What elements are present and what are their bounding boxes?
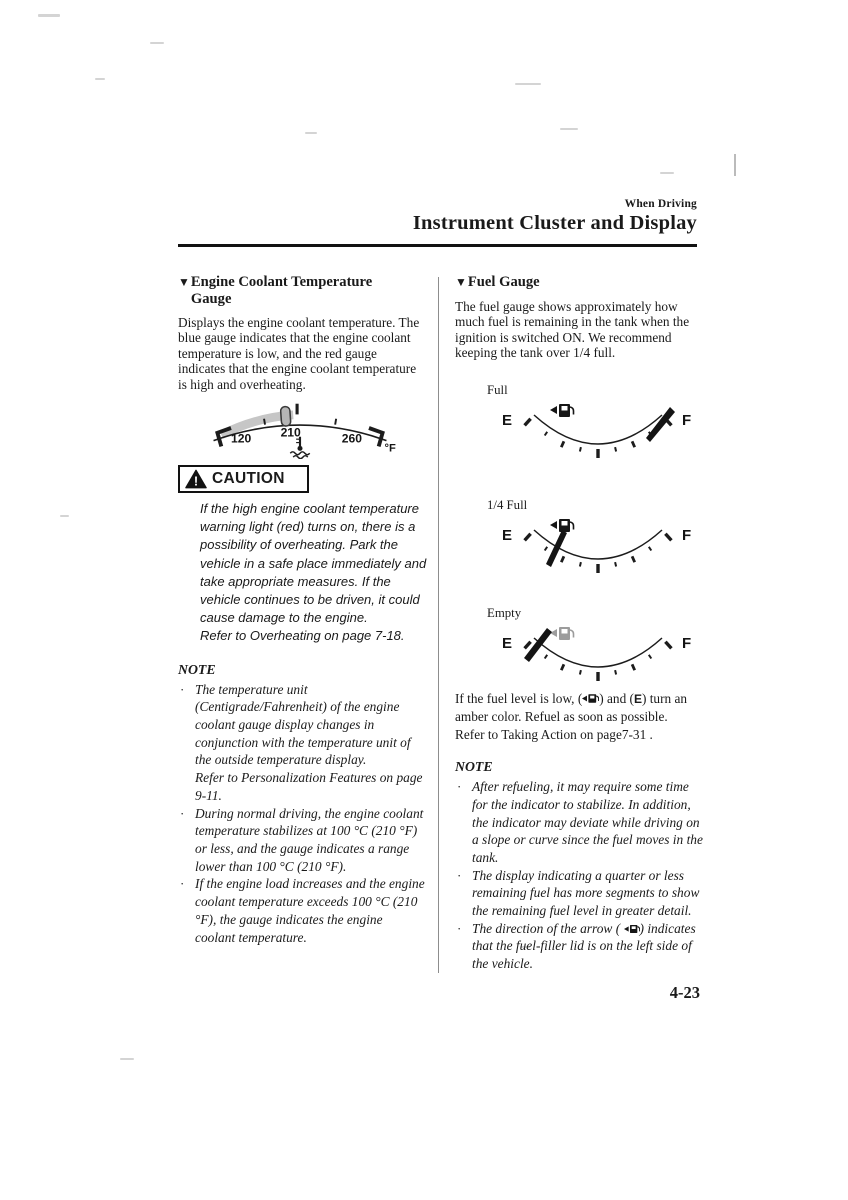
page-number: 4-23: [669, 983, 700, 1002]
page-title: Instrument Cluster and Display: [412, 212, 697, 234]
empty-letter: E: [502, 526, 513, 544]
fuel-gauge-label-full: Full: [487, 382, 508, 397]
fuel-gauge-figure-empty: [497, 624, 699, 688]
note-item: [455, 778, 705, 867]
fuel-low-text: ) turn an amber color. Refuel as soon as possible.: [455, 690, 688, 725]
section-heading-fuel: [455, 274, 705, 291]
note-text: [195, 681, 426, 805]
scan-artifact: [60, 515, 69, 517]
scan-artifact: [515, 83, 541, 85]
note-text: The display indicating a quarter or less remaining fuel has more segments to show the remaining fuel level in greater detail.: [472, 867, 700, 919]
fuel-gauge-label-quarter: 1/4 Full: [487, 497, 528, 512]
scan-artifact: [560, 128, 578, 130]
fuel-needle: [546, 530, 567, 567]
fuel-tick: [525, 418, 531, 425]
fuel-pump-icon: [624, 924, 640, 934]
column-divider: [438, 277, 439, 973]
full-letter: F: [682, 526, 692, 544]
bullet-icon: ·: [457, 920, 462, 936]
left-arrow-icon: [550, 521, 557, 529]
fuel-gauge-figure-quarter: [497, 516, 699, 580]
fuel-low-refer: Refer to Taking Action on page7-31 .: [455, 726, 653, 742]
fuel-tick: [665, 641, 671, 648]
scan-artifact: [95, 78, 105, 80]
scan-artifact-line: [734, 154, 736, 176]
section-heading-coolant: [178, 274, 426, 307]
fuel-note-list: [455, 778, 705, 973]
fuel-tick: [545, 546, 548, 550]
bullet-icon: ·: [457, 867, 462, 883]
fuel-tick: [561, 664, 564, 670]
gauge-label-120: 120: [231, 431, 252, 446]
left-arrow-icon: [550, 406, 557, 414]
gauge-tick: [335, 419, 336, 425]
note-text-refer: Refer to Personalization Features on page 9-11.: [195, 770, 423, 803]
caution-text: [200, 500, 432, 646]
fuel-gauge-figure-full: [497, 401, 699, 465]
note-item: [178, 805, 426, 876]
fuel-tick: [632, 556, 635, 562]
scan-artifact: [305, 132, 317, 134]
caution-box: [178, 465, 309, 493]
fuel-tick: [525, 641, 531, 648]
fuel-tick: [545, 431, 548, 435]
bullet-icon: ·: [180, 876, 185, 892]
coolant-temperature-icon: [290, 437, 309, 459]
fuel-low-paragraph: [455, 690, 705, 744]
note-text-pre: The direction of the arrow (: [472, 920, 624, 936]
fuel-arc: [534, 638, 662, 667]
fuel-tick: [525, 533, 531, 540]
svg-text:!: !: [193, 473, 199, 489]
header-rule: [178, 244, 697, 247]
fuel-arc: [534, 415, 662, 444]
coolant-temperature-gauge-figure: [198, 397, 402, 459]
scan-artifact: [660, 172, 674, 174]
coolant-intro-paragraph: Displays the engine coolant temperature. The blue gauge indicates that the engine coolant temperature is low, and the red gauge indicates that the engine coolant temperature is high and overheating.: [178, 315, 420, 392]
section-marker-icon: ▼: [455, 275, 467, 289]
header-section-label: When Driving: [624, 198, 697, 210]
note-text: [472, 920, 705, 973]
fuel-low-text: If the fuel level is low, (: [455, 690, 583, 706]
note-item: [178, 875, 426, 946]
section-marker-icon: ▼: [178, 275, 190, 289]
section-heading-text: Engine Coolant Temperature Gauge: [190, 274, 373, 307]
scan-artifact: [38, 14, 60, 17]
fuel-tick: [580, 447, 581, 451]
coolant-note-list: [178, 681, 426, 947]
caution-label: CAUTION: [212, 470, 285, 488]
empty-letter-inline: E: [633, 691, 642, 706]
empty-letter: E: [502, 634, 513, 652]
fuel-tick: [632, 664, 635, 670]
fuel-tick: [649, 654, 652, 658]
note-item: [455, 867, 705, 920]
fuel-tick: [561, 441, 564, 447]
bullet-icon: ·: [180, 681, 185, 697]
scan-artifact: [120, 1058, 134, 1060]
fuel-tick: [580, 670, 581, 674]
fuel-gauge-label-empty: Empty: [487, 605, 522, 620]
fuel-tick: [580, 562, 581, 566]
bullet-icon: ·: [457, 779, 462, 795]
fuel-pump-icon: [550, 627, 574, 640]
fuel-tick: [649, 546, 652, 550]
warning-triangle-icon: [185, 469, 207, 489]
note-text-main: The temperature unit (Centigrade/Fahrenheit) of the engine coolant gauge display changes in conjunction with the temperature unit of the outside temperature display.: [195, 681, 411, 768]
note-text: After refueling, it may require some time for the indicator to stabilize. In addition, the indicator may deviate while driving on a slope or curve since the fuel moves in the tank.: [472, 779, 703, 865]
fuel-pump-icon: [582, 693, 599, 704]
note-label: NOTE: [455, 759, 493, 775]
section-heading-text: Fuel Gauge: [467, 274, 540, 290]
note-text: During normal driving, the engine coolant temperature stabilizes at 100 °C (210 °F) or less, and the gauge indicates a range lower than 100 °C (210 °F).: [195, 805, 424, 874]
full-letter: F: [682, 634, 692, 652]
fuel-tick: [615, 447, 616, 451]
fuel-tick: [545, 654, 548, 658]
gauge-tick: [264, 419, 265, 425]
fuel-pump-icon: [550, 404, 574, 417]
note-label: NOTE: [178, 661, 216, 677]
caution-refer: Refer to Overheating on page 7-18.: [200, 628, 405, 644]
page-header: [178, 198, 697, 235]
note-text: If the engine load increases and the engine coolant temperature exceeds 100 °C (210 °F), the gauge indicates the engine coolant temperature.: [195, 876, 425, 945]
gauge-label-260: 260: [341, 431, 363, 446]
fuel-tick: [561, 556, 564, 562]
fuel-tick: [632, 441, 635, 447]
fuel-tick: [665, 533, 671, 540]
gauge-label-210: 210: [280, 425, 301, 440]
left-column: [178, 274, 426, 946]
fuel-low-text: ) and (: [599, 690, 634, 706]
note-item: [178, 681, 426, 805]
right-column: [455, 274, 705, 973]
scan-artifact: [150, 42, 164, 44]
note-text-post: ) indicates that the fuel-filler lid is on the left side of the vehicle.: [472, 920, 696, 972]
fuel-intro-paragraph: The fuel gauge shows approximately how much fuel is remaining in the tank when the ignition is switched ON. We recommend keeping the tank over 1/4 full.: [455, 299, 690, 361]
full-letter: F: [682, 411, 692, 429]
note-item: [455, 920, 705, 973]
fuel-pump-icon: [550, 519, 574, 532]
gauge-needle: [280, 406, 291, 426]
gauge-unit-label: °F: [384, 442, 396, 455]
fuel-tick: [615, 562, 616, 566]
caution-body: If the high engine coolant temperature warning light (red) turns on, there is a possibility of overheating. Park the vehicle in a safe place immediately and take appropriate measures. If the vehicle continues to be driven, it could cause damage to the engine.: [200, 501, 427, 626]
empty-letter: E: [502, 411, 513, 429]
bullet-icon: ·: [180, 805, 185, 821]
fuel-tick: [615, 670, 616, 674]
